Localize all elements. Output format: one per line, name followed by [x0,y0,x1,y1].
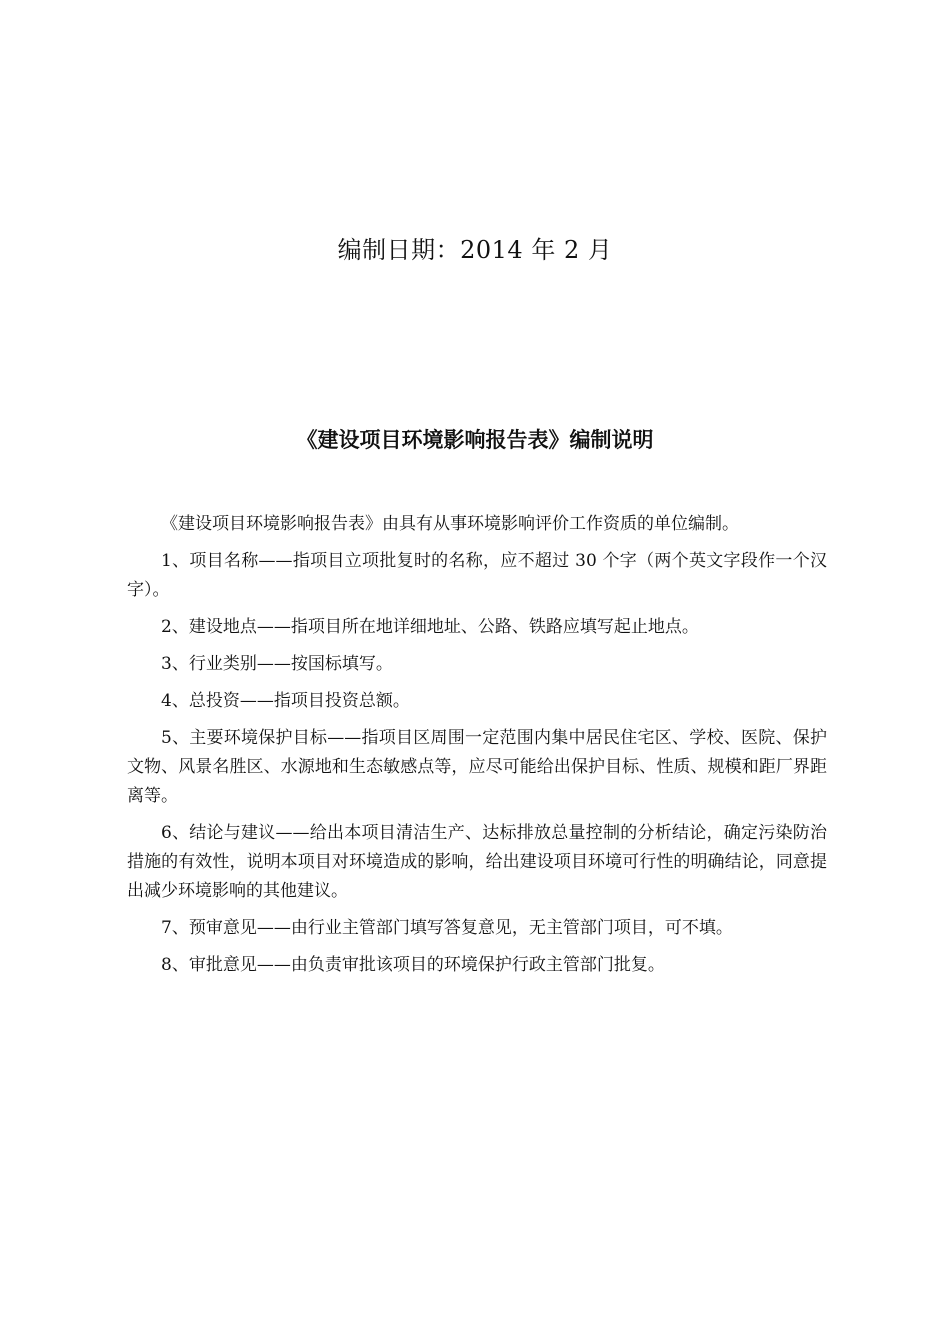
item-total-investment: 4、总投资——指项目投资总额。 [161,691,410,711]
intro-paragraph: 《建设项目环境影响报告表》由具有从事环境影响评价工作资质的单位编制。 [161,514,739,534]
item-approval-opinion: 8、审批意见——由负责审批该项目的环境保护行政主管部门批复。 [161,955,665,975]
item-pre-review-opinion: 7、预审意见——由行业主管部门填写答复意见，无主管部门项目，可不填。 [161,918,733,938]
instructions-body [127,510,827,988]
instructions-title: 《建设项目环境影响报告表》编制说明 [296,428,654,452]
item-project-name: 1、项目名称——指项目立项批复时的名称，应不超过 30 个字（两个英文字段作一个汉字）。 [127,551,827,600]
item-construction-site: 2、建设地点——指项目所在地详细地址、公路、铁路应填写起止地点。 [161,617,699,637]
item-industry-category: 3、行业类别——按国标填写。 [161,654,393,674]
item-conclusion-suggestions: 6、结论与建议——给出本项目清洁生产、达标排放总量控制的分析结论，确定污染防治措施的有效性，说明本项目对环境造成的影响，给出建设项目环境可行性的明确结论，同意提出减少环境影响的其他建议。 [127,823,827,901]
compilation-date: 编制日期：2014 年 2 月 [337,236,613,264]
item-protection-targets: 5、主要环境保护目标——指项目区周围一定范围内集中居民住宅区、学校、医院、保护文物、风景名胜区、水源地和生态敏感点等，应尽可能给出保护目标、性质、规模和距厂界距离等。 [127,728,827,806]
